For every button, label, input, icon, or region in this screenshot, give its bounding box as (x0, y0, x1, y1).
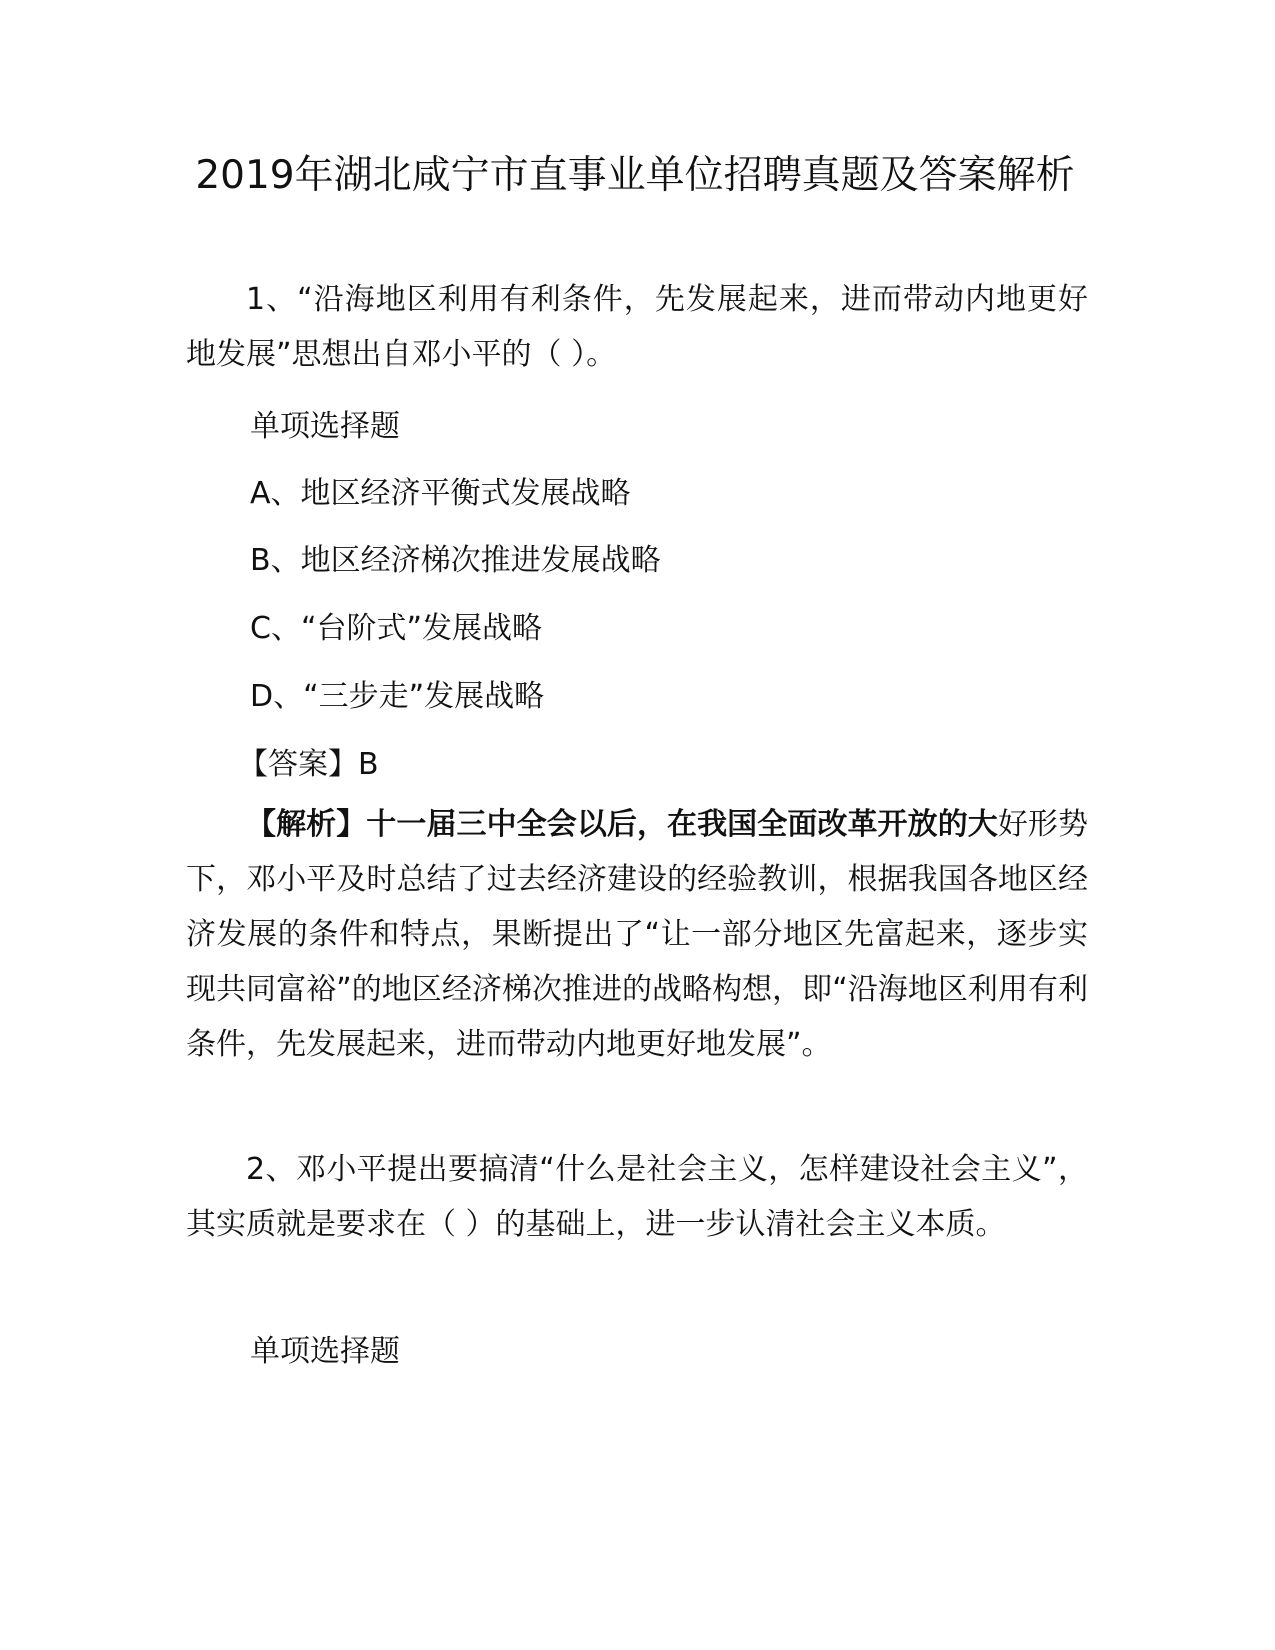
question-2-type: 单项选择题 (250, 1334, 400, 1369)
document-title: 2019年湖北咸宁市直事业单位招聘真题及答案解析 (195, 153, 1075, 198)
question-1-option-b: B、地区经济梯次推进发展战略 (250, 543, 661, 578)
question-1-analysis (186, 797, 1088, 1072)
question-1-type: 单项选择题 (250, 409, 400, 444)
question-1-stem: 1、“沿海地区利用有利条件，先发展起来，进而带动内地更好地发展”思想出自邓小平的（ ）。 (186, 282, 1088, 372)
question-2-stem: 2、邓小平提出要搞清“什么是社会主义，怎样建设社会主义”，其实质就是要求在（ ）的基础上，进一步认清社会主义本质。 (186, 1152, 1088, 1242)
question-1-answer: 【答案】B (238, 747, 379, 782)
question-1-option-d: D、“三步走”发展战略 (250, 679, 545, 714)
question-1-option-c: C、“台阶式”发展战略 (250, 611, 543, 646)
question-1-option-a: A、地区经济平衡式发展战略 (250, 476, 631, 511)
analysis-lead: 【解析】十一届三中全会以后，在我国全面改革开放的大 (246, 807, 998, 842)
analysis-rest: 好形势下，邓小平及时总结了过去经济建设的经验教训，根据我国各地区经济发展的条件和特点，果断提出了“让一部分地区先富起来，逐步实现共同富裕”的地区经济梯次推进的战略构想，即“沿海地区利用有利条件，先发展起来，进而带动内地更好地发展”。 (186, 807, 1089, 1062)
